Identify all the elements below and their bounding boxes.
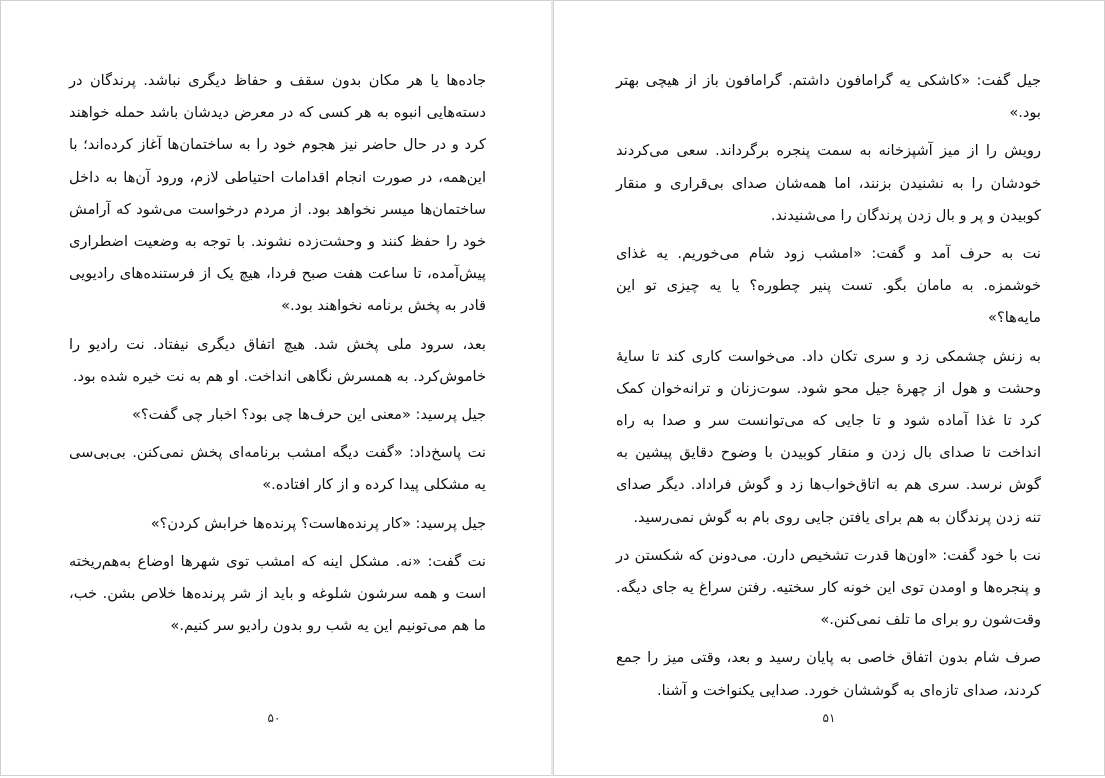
right-page-text: [616, 65, 1041, 713]
right-paragraph-6: صرف شام بدون اتفاق خاصی به پایان رسید و بعد، وقتی میز را جمع کردند، صدای تازه‌ای به گوششان خورد. صدایی یکنواخت و آشنا.: [616, 649, 1041, 699]
right-page-number: ۵۱: [822, 711, 836, 725]
right-paragraph-3: نت به حرف آمد و گفت: «امشب زود شام می‌خوریم. یه غذای خوشمزه. به مامان بگو. تست پنیر چطوره؟ یا یه چیزی تو این مایه‌ها؟»: [616, 245, 1041, 327]
left-paragraph-5: جیل پرسید: «کار پرنده‌هاست؟ پرنده‌ها خرابش کردن؟»: [150, 514, 486, 532]
left-paragraph-4: نت پاسخ‌داد: «گفت دیگه امشب برنامه‌ای پخش نمی‌کنن. بی‌بی‌سی یه مشکلی پیدا کرده و از کار افتاده.»: [69, 444, 486, 494]
left-paragraph-2: بعد، سرود ملی پخش شد. هیچ اتفاق دیگری نیفتاد. نت رادیو را خاموش‌کرد. به همسرش نگاهی انداخت. او هم به نت خیره شده بود.: [69, 335, 486, 385]
left-page: [0, 0, 552, 776]
right-paragraph-5: نت با خود گفت: «اون‌ها قدرت تشخیص دارن. می‌دونن که شکستن در و پنجره‌ها و اومدن توی این خونه کار سختیه. رفتن سراغ یه جای دیگه. وقت‌شون رو برای ما تلف نمی‌کنن.»: [616, 546, 1041, 629]
left-paragraph-6: نت گفت: «نه. مشکل اینه که امشب توی شهرها اوضاع به‌هم‌ریخته است و همه سرشون شلوغه و باید از شر پرنده‌ها خلاص بشن. خب، ما هم می‌تونیم این یه شب رو بدون رادیو سر کنیم.»: [69, 552, 486, 635]
left-page-text: [69, 65, 486, 648]
right-paragraph-1: جیل گفت: «کاشکی یه گرامافون داشتم. گرامافون باز از هیچی بهتر بود.»: [616, 72, 1041, 122]
right-paragraph-2: رویش را از میز آشپزخانه به سمت پنجره برگرداند. سعی می‌کردند خودشان را به نشنیدن بزنند، اما همه‌شان صدای بی‌قراری و منقار کوبیدن و پر و بال زدن پرندگان را می‌شنیدند.: [616, 142, 1041, 224]
right-paragraph-4: به زنش چشمکی زد و سری تکان داد. می‌خواست کاری کند تا سایهٔ وحشت و هول از چهرهٔ جیل محو شود. سوت‌زنان و ترانه‌خوان کمک کرد تا غذا آماده شود و تا جایی که می‌توانست سر و صدا به راه انداخت تا صدای بال زدن و منقار کوبیدن با وضوح دقایق پیشین به گوش نرسد. سری هم به اتاق‌خواب‌ها زد و گوش فراداد. دیگر صدای تنه زدن پرندگان به هم برای یافتن جایی روی بام به گوش نمی‌رسید.: [616, 347, 1041, 526]
left-paragraph-3: جیل پرسید: «معنی این حرف‌ها چی بود؟ اخبار چی گفت؟»: [132, 406, 486, 424]
left-paragraph-1: جاده‌ها یا هر مکان بدون سقف و حفاظ دیگری نباشد. پرندگان در دسته‌هایی انبوه به هر کسی که در معرض دیدشان باشد حمله خواهند کرد و در حال حاضر نیز هجوم خود را به ساختمان‌ها آغاز کرده‌اند؛ با این‌همه، در صورت انجام اقدامات احتیاطی لازم، ورود آن‌ها به داخل ساختمان‌ها میسر نخواهد بود. از مردم درخواست می‌شود که آرامش خود را حفظ کنند و وحشت‌زده نشوند. با توجه به وضعیت اضطراری پیش‌آمده، تا ساعت هفت صبح فردا، هیچ یک از فرستنده‌های رادیویی قادر به پخش برنامه نخواهند بود.»: [69, 72, 486, 315]
left-page-number: ۵۰: [267, 711, 281, 725]
right-page: [553, 0, 1105, 776]
